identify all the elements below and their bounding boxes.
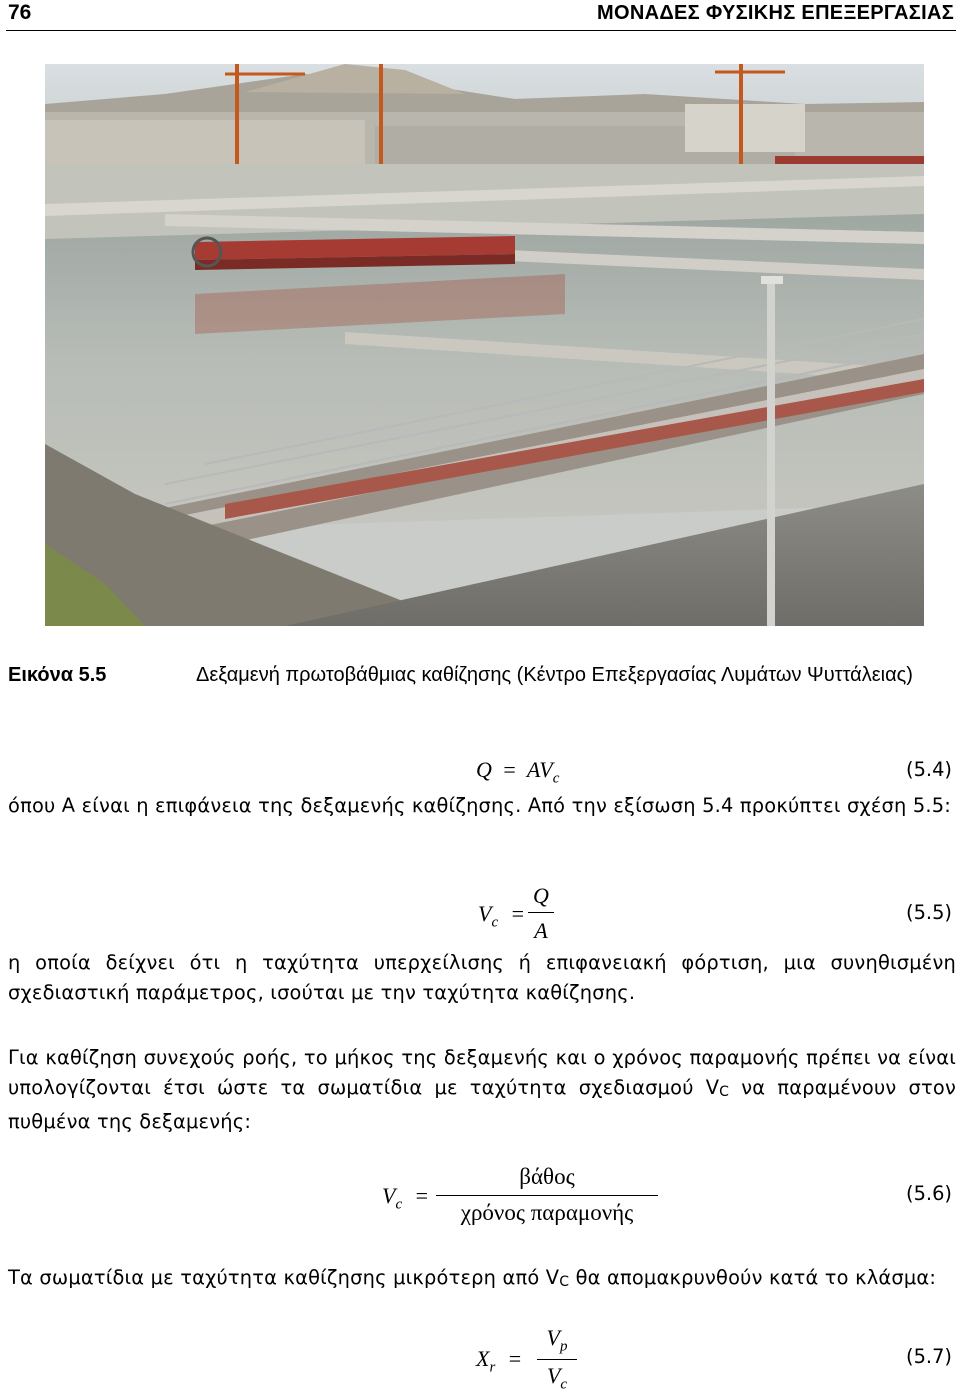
eq57-denominator <box>537 1363 577 1397</box>
eq55-equals: = <box>511 901 525 926</box>
eq56-denominator: χρόνος παραμονής <box>460 1200 634 1225</box>
paragraph-4-subscript: C <box>559 1274 570 1290</box>
eq57-numerator-subscript: p <box>559 1338 568 1355</box>
eq56-equals: = <box>415 1183 429 1208</box>
eq56-lhs-subscript: c <box>395 1196 403 1213</box>
figure-caption: Δεξαμενή πρωτοβάθμιας καθίζησης (Κέντρο Επεξεργασίας Λυμάτων Ψυττάλειας) <box>196 664 913 686</box>
eq55-lhs: V <box>478 901 492 926</box>
eq56-fraction-bar <box>436 1195 658 1196</box>
equation-5-4 <box>476 756 559 792</box>
paragraph-4 <box>8 1263 956 1297</box>
eq54-rhs-subscript: c <box>552 770 560 787</box>
eq57-numerator <box>537 1325 577 1359</box>
equation-number-5-5: (5.5) <box>906 901 952 924</box>
eq57-fraction-bar <box>537 1359 577 1360</box>
equation-number-5-4: (5.4) <box>906 758 952 781</box>
paragraph-4-text: Τα σωματίδια με ταχύτητα καθίζησης μικρότερη από V <box>8 1266 560 1289</box>
equation-5-5-lhs <box>478 901 524 935</box>
eq54-rhs: AV <box>526 757 553 782</box>
eq57-equals: = <box>508 1346 522 1371</box>
equation-5-7-lhs <box>476 1345 521 1381</box>
paragraph-3-text: Για καθίζηση συνεχούς ροής, το μήκος της δεξαμενής και ο χρόνος παραμονής πρέπει να είναι υπολογίζονται έτσι ώστε τα σωματίδια με ταχύτητα σχεδιασμού V <box>8 1046 956 1099</box>
eq55-fraction-bar <box>528 912 554 913</box>
paragraph-1: όπου Α είναι η επιφάνεια της δεξαμενής καθίζησης. Από την εξίσωση 5.4 προκύπτει σχέση 5.5: <box>8 794 952 817</box>
eq55-denominator: A <box>534 918 548 943</box>
equation-5-6-lhs <box>382 1182 428 1218</box>
eq55-lhs-subscript: c <box>491 914 499 931</box>
eq57-lhs: X <box>476 1346 490 1371</box>
eq54-equals: = <box>503 757 516 782</box>
figure-label: Εικόνα 5.5 <box>8 664 107 686</box>
eq57-denominator-subscript: c <box>560 1376 568 1393</box>
eq56-numerator: βάθος <box>519 1164 575 1189</box>
paragraph-3 <box>8 1043 956 1137</box>
paragraph-3-end: να παραμένουν στον πυθμένα της δεξαμενής: <box>8 1076 956 1133</box>
equation-number-5-6: (5.6) <box>906 1182 952 1205</box>
running-header-title: ΜΟΝΑΔΕΣ ΦΥΣΙΚΗΣ ΕΠΕΞΕΡΓΑΣΙΑΣ <box>597 2 954 24</box>
paragraph-4-end: θα απομακρυνθούν κατά το κλάσμα: <box>569 1266 937 1289</box>
eq54-lhs: Q <box>476 757 492 782</box>
header-rule <box>6 30 956 31</box>
eq57-denominator-v: V <box>546 1363 561 1388</box>
page-number: 76 <box>8 1 32 24</box>
eq55-numerator: Q <box>533 883 549 908</box>
sedimentation-tank-photo <box>45 64 924 626</box>
paragraph-3-subscript: C <box>719 1084 730 1100</box>
photo-illustration <box>45 64 924 626</box>
eq56-lhs: V <box>382 1183 396 1208</box>
equation-number-5-7: (5.7) <box>906 1345 952 1368</box>
eq57-numerator-v: V <box>546 1325 560 1350</box>
eq57-lhs-subscript: r <box>489 1359 496 1376</box>
paragraph-2: η οποία δείχνει ότι η ταχύτητα υπερχείλισης ή επιφανειακή φόρτιση, μια συνηθισμένη σχεδιαστική παράμετρος, ισούται με την ταχύτητα καθίζησης. <box>8 951 956 1004</box>
